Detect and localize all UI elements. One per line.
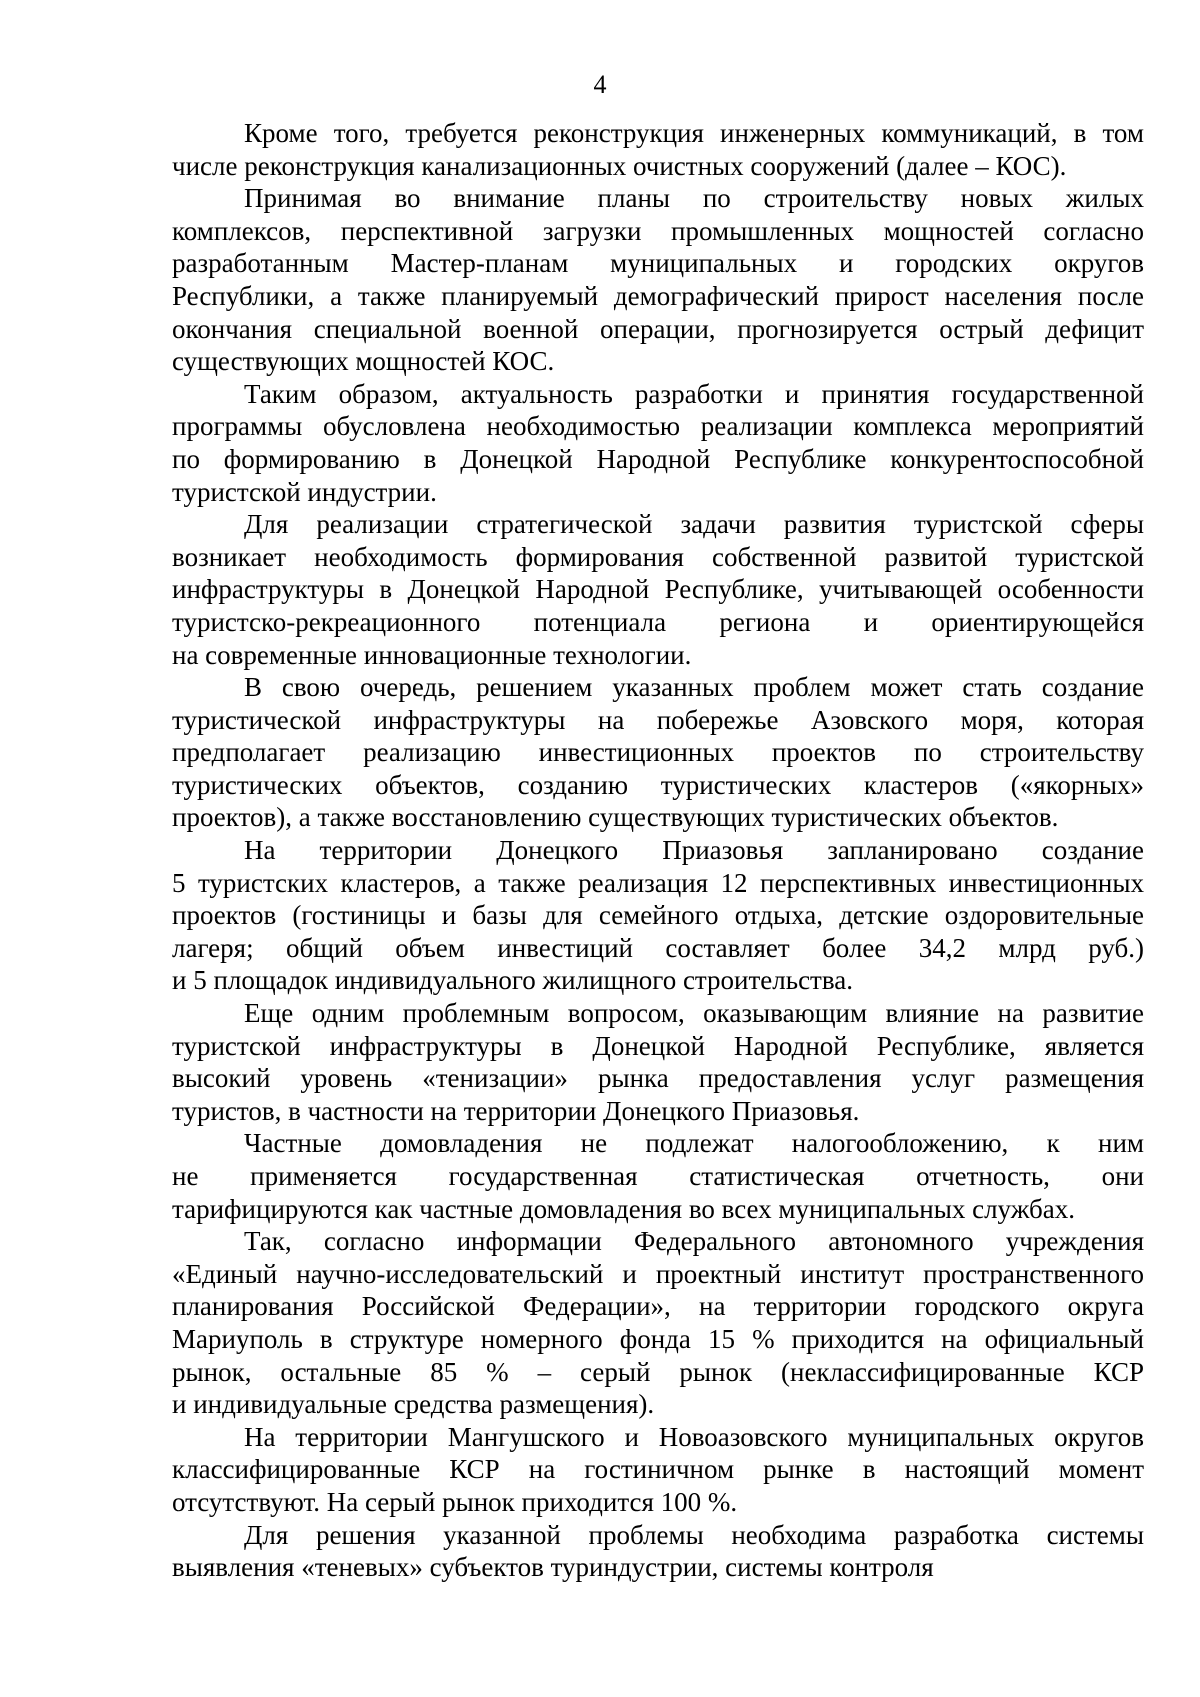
paragraph-line: возникает необходимость формирования собственной развитой туристской	[172, 541, 1144, 572]
paragraph-line: и 5 площадок индивидуального жилищного строительства.	[172, 965, 853, 996]
paragraph-line: рынок, остальные 85 % – серый рынок (неклассифицированные КСР	[172, 1356, 1144, 1387]
paragraph-line: На территории Донецкого Приазовья запланировано создание	[244, 835, 1144, 866]
paragraph-line: программы обусловлена необходимостью реализации комплекса мероприятий	[172, 411, 1144, 442]
paragraph-line: и индивидуальные средства размещения).	[172, 1389, 655, 1420]
paragraph	[172, 1225, 1144, 1421]
paragraph-line: Мариуполь в структуре номерного фонда 15 % приходится на официальный	[172, 1323, 1144, 1354]
paragraph-line: инфраструктуры в Донецкой Народной Республике, учитывающей особенности	[172, 574, 1144, 605]
paragraph	[172, 508, 1144, 671]
paragraph-line: на современные инновационные технологии.	[172, 639, 692, 670]
paragraph	[172, 117, 1144, 182]
paragraph-line: туристско-рекреационного потенциала региона и ориентирующейся	[172, 606, 1144, 637]
paragraph	[172, 1127, 1144, 1225]
paragraph-line: существующих мощностей КОС.	[172, 346, 555, 377]
paragraph-line: туристической инфраструктуры на побережье Азовского моря, которая	[172, 704, 1144, 735]
paragraph-line: комплексов, перспективной загрузки промышленных мощностей согласно	[172, 215, 1144, 246]
document-body	[172, 117, 1144, 1584]
paragraph-line: лагеря; общий объем инвестиций составляет более 34,2 млрд руб.)	[172, 932, 1144, 963]
paragraph	[172, 378, 1144, 508]
paragraph-line: туристской индустрии.	[172, 476, 437, 507]
paragraph-line: Таким образом, актуальность разработки и принятия государственной	[244, 378, 1144, 409]
paragraph-line: классифицированные КСР на гостиничном рынке в настоящий момент	[172, 1454, 1144, 1485]
paragraph-line: высокий уровень «тенизации» рынка предоставления услуг размещения	[172, 1063, 1144, 1094]
paragraph-line: проектов), а также восстановлению существующих туристических объектов.	[172, 802, 1059, 833]
page-number: 4	[593, 70, 607, 99]
paragraph-line: На территории Мангушского и Новоазовского муниципальных округов	[244, 1421, 1144, 1452]
paragraph-line: Для решения указанной проблемы необходима разработка системы	[244, 1519, 1144, 1550]
paragraph-line: разработанным Мастер-планам муниципальных и городских округов	[172, 248, 1144, 279]
paragraph-line: туристской инфраструктуры в Донецкой Народной Республике, является	[172, 1030, 1144, 1061]
paragraph-line: тарифицируются как частные домовладения во всех муниципальных службах.	[172, 1193, 1075, 1224]
paragraph-line: Частные домовладения не подлежат налогообложению, к ним	[244, 1128, 1144, 1159]
paragraph	[172, 1519, 1144, 1584]
paragraph-line: Кроме того, требуется реконструкция инженерных коммуникаций, в том	[244, 118, 1144, 148]
paragraph-line: В свою очередь, решением указанных проблем может стать создание	[244, 672, 1144, 703]
paragraph	[172, 997, 1144, 1127]
paragraph-line: Так, согласно информации Федерального автономного учреждения	[244, 1226, 1144, 1257]
paragraph-line: Еще одним проблемным вопросом, оказывающим влияние на развитие	[244, 998, 1144, 1029]
paragraph	[172, 1421, 1144, 1519]
paragraph-line: Для реализации стратегической задачи развития туристской сферы	[244, 509, 1144, 540]
paragraph-line: не применяется государственная статистическая отчетность, они	[172, 1161, 1144, 1191]
paragraph-line: окончания специальной военной операции, прогнозируется острый дефицит	[172, 313, 1144, 344]
paragraph-line: Принимая во внимание планы по строительству новых жилых	[244, 183, 1144, 214]
paragraph-line: 5 туристских кластеров, а также реализация 12 перспективных инвестиционных	[172, 867, 1144, 898]
paragraph-line: туристов, в частности на территории Донецкого Приазовья.	[172, 1095, 860, 1126]
paragraph-line: «Единый научно-исследовательский и проектный институт пространственного	[172, 1258, 1144, 1289]
paragraph-line: туристических объектов, созданию туристических кластеров («якорных»	[172, 769, 1144, 800]
paragraph-line: проектов (гостиницы и базы для семейного отдыха, детские оздоровительные	[172, 900, 1144, 931]
paragraph-line: числе реконструкция канализационных очистных сооружений (далее – КОС).	[172, 150, 1067, 181]
paragraph	[172, 834, 1144, 997]
paragraph	[172, 182, 1144, 378]
paragraph-line: Республики, а также планируемый демографический прирост населения после	[172, 280, 1144, 311]
paragraph-line: отсутствуют. На серый рынок приходится 100 %.	[172, 1486, 738, 1517]
paragraph-line: по формированию в Донецкой Народной Республике конкурентоспособной	[172, 443, 1144, 474]
paragraph-line: предполагает реализацию инвестиционных проектов по строительству	[172, 737, 1144, 768]
paragraph	[172, 671, 1144, 834]
paragraph-line: планирования Российской Федерации», на территории городского округа	[172, 1291, 1144, 1322]
paragraph-line: выявления «теневых» субъектов туриндустрии, системы контроля	[172, 1552, 934, 1583]
